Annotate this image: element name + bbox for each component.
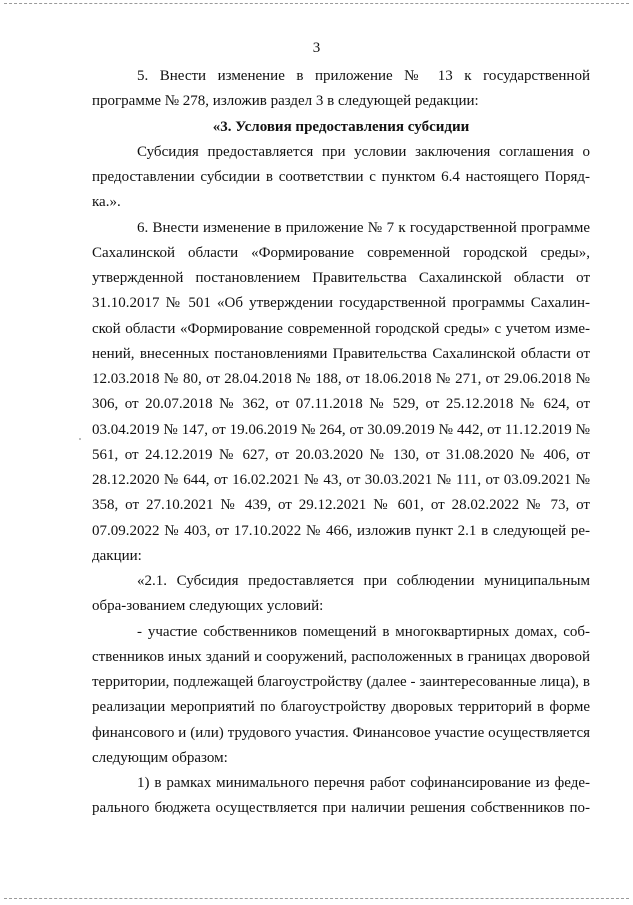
paragraph-minimal-list: 1) в рамках минимального перечня работ софинансирование из феде-рального бюджета осуществляется при наличии решения собственников по- [92, 775, 590, 817]
paragraph-item-5: 5. Внести изменение в приложение № 13 к государственной программе № 278, изложив раздел 3 в следующей редакции: [92, 68, 590, 110]
bottom-scan-border [4, 898, 629, 899]
section-heading: «3. Условия предоставления субсидии [212, 118, 470, 135]
top-scan-border [4, 3, 629, 4]
document-body [92, 64, 590, 822]
paragraph-subsidy-condition: Субсидия предоставляется при условии заключения соглашения о предоставлении субсидии в соответствии с пунктом 6.4 настоящего Поряд-ка.». [92, 143, 590, 211]
scan-speck [79, 438, 81, 440]
paragraph-item-6: 6. Внести изменение в приложение № 7 к государственной программе Сахалинской области «Формирование современной городской среды», утвержденной постановлением Правительства Сахалинской области от 31.10.2017 № 501 «Об утверждении государственной программы Сахалин-ской области «Формирование современной городской среды» с учетом изме-нений, внесенных постановлениями Правительства Сахалинской области от 12.03.2018 № 80, от 28.04.2018 № 188, от 18.06.2018 № 271, от 29.06.2018 № 306, от 20.07.2018 № 362, от 07.11.2018 № 529, от 25.12.2018 № 624, от 03.04.2019 № 147, от 19.06.2019 № 264, от 30.09.2019 № 442, от 11.12.2019 № 561, от 24.12.2019 № 627, от 20.03.2020 № 130, от 31.08.2020 № 406, от 28.12.2020 № 644, от 16.02.2021 № 43, от 30.03.2021 № 111, от 03.09.2021 № 358, от 27.10.2021 № 439, от 29.12.2021 № 601, от 28.02.2022 № 73, от 07.09.2022 № 403, от 17.10.2022 № 466, изложив пункт 2.1 в следующей ре-дакции: [92, 219, 590, 564]
page-number: 3 [312, 40, 321, 56]
paragraph-2-1: «2.1. Субсидия предоставляется при соблюдении муниципальным обра-зованием следующих условий: [92, 573, 590, 615]
paragraph-participation: - участие собственников помещений в многоквартирных домах, соб-ственников иных зданий и сооружений, расположенных в границах дворовой территории, подлежащей благоустройству (далее - заинтересованные лица), в реализации мероприятий по благоустройству дворовых территорий в форме финансового и (или) трудового участия. Финансовое участие осуществляется следующим образом: [92, 623, 590, 766]
